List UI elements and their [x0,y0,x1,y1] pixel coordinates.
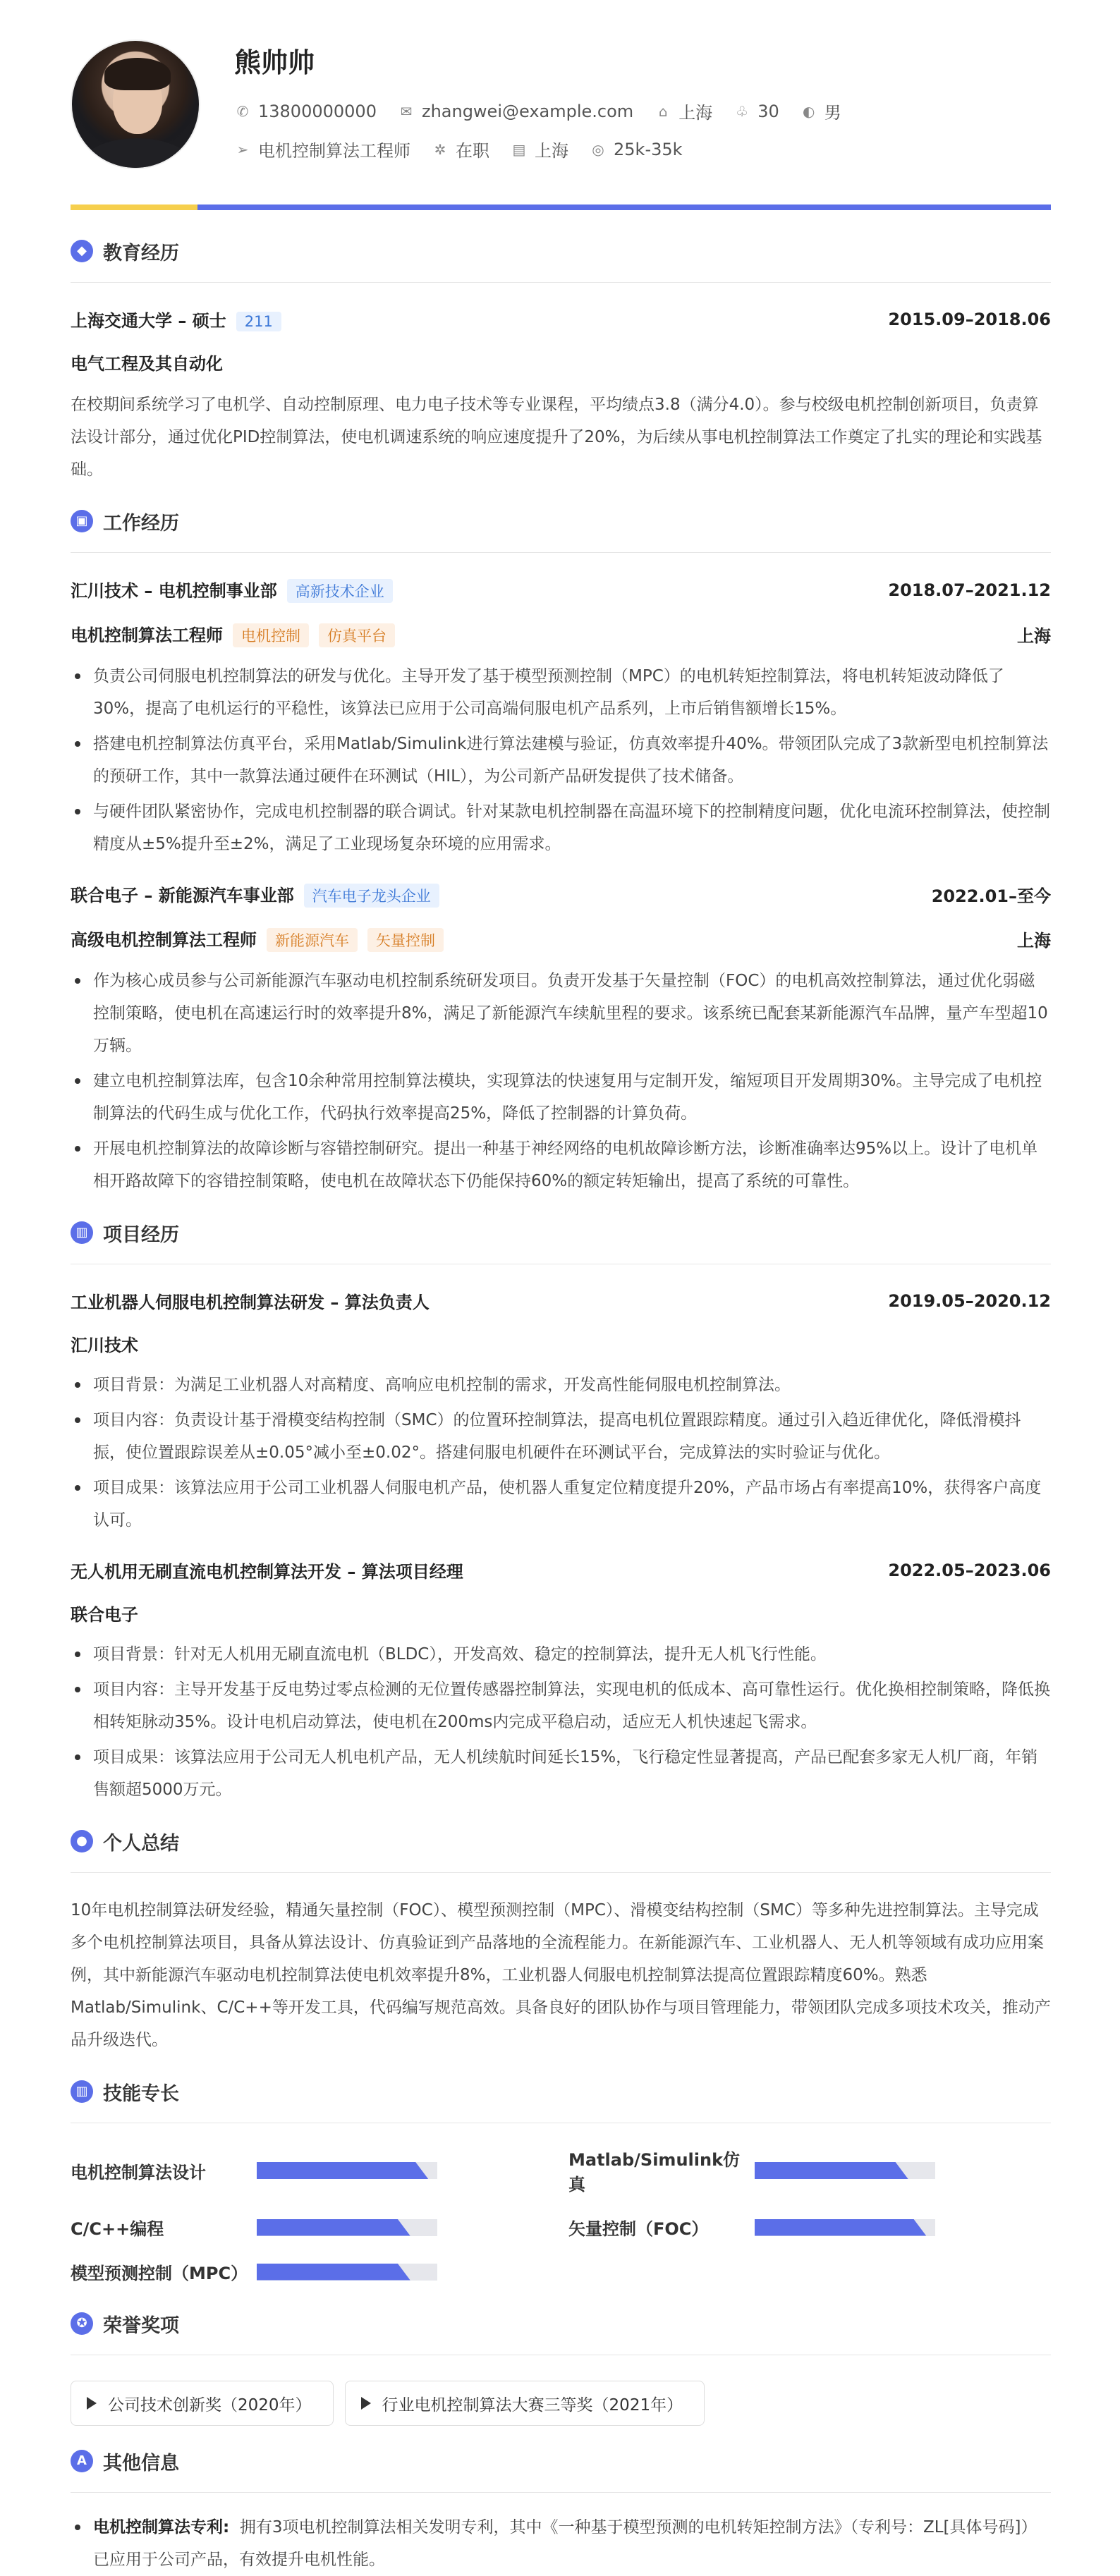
major: 电气工程及其自动化 [71,354,223,374]
other-item [71,2511,1051,2576]
header-divider [71,205,1051,210]
skill-level-fill [755,2162,908,2179]
section-title: 荣誉奖项 [103,2314,179,2337]
role: 电机控制算法工程师 [71,625,223,645]
gender-icon: ◐ [803,102,815,120]
role-row [71,621,1051,647]
section-title: 工作经历 [103,512,179,535]
skill-item [71,2215,568,2240]
skill-track [755,2219,935,2236]
project-date: 2019.05–2020.12 [888,1290,1051,1311]
work-company-wrap [71,577,393,603]
home-icon: ⌂ [658,102,668,120]
user-icon: ● [71,1830,93,1852]
role-tag: 仿真平台 [319,623,395,647]
skills-section [71,2077,1051,2284]
company-badge: 高新技术企业 [287,579,393,603]
work-bullets [71,660,1051,860]
salary: 25k-35k [614,139,683,159]
education-section [71,237,1051,486]
company: 联合电子 – 新能源汽车事业部 [71,886,294,905]
job-status: 在职 [456,141,489,161]
section-title: 技能专长 [103,2082,179,2105]
info-icon: A [71,2450,93,2472]
chart-icon: ▥ [71,1221,93,1244]
work-header [71,577,1051,603]
phone: 13800000000 [258,101,377,121]
bullet-item: 项目背景：针对无人机用无刷直流电机（BLDC），开发高效、稳定的控制算法，提升无人机飞行性能。 [71,1638,1051,1671]
other-section [71,2447,1051,2576]
project-header [71,1558,1051,1582]
section-title: 教育经历 [103,242,179,264]
award-label: 行业电机控制算法大赛三等奖（2021年） [382,2395,683,2415]
bullet-item: 开展电机控制算法的故障诊断与容错控制研究。提出一种基于神经网络的电机故障诊断方法，诊断准确率达95%以上。设计了电机单相开路故障下的容错控制策略，使电机在故障状态下仍能保持60%的额定转矩输出，提高了系统的可靠性。 [71,1133,1051,1197]
work-company-wrap [71,881,439,908]
work-city: 上海 [1017,931,1051,951]
bullet-item: 项目内容：主导开发基于反电势过零点检测的无位置传感器控制算法，实现电机的低成本、高可靠性运行。优化换相控制策略，降低换相转矩脉动35%。设计电机启动算法，使电机在200ms内完成平稳启动，适应无人机快速起飞需求。 [71,1673,1051,1738]
award-item [345,2381,705,2426]
role: 高级电机控制算法工程师 [71,930,257,950]
skills-icon: ▥ [71,2080,93,2103]
project-org: 联合电子 [71,1605,138,1625]
bullet-item: 与硬件团队紧密协作，完成电机控制器的联合调试。针对某款电机控制器在高温环境下的控制精度问题，优化电流环控制算法，使控制精度从±5%提升至±2%，满足了工业现场复杂环境的应用需求。 [71,795,1051,860]
bullet-item: 建立电机控制算法库，包含10余种常用控制算法模块，实现算法的快速复用与定制开发，缩短项目开发周期30%。主导完成了电机控制算法的代码生成与优化工作，代码执行效率提高25%，降低了控制器的计算负荷。 [71,1065,1051,1130]
bullet-item: 负责公司伺服电机控制算法的研发与优化。主导开发了基于模型预测控制（MPC）的电机转矩控制算法，将电机转矩波动降低了30%，提高了电机运行的平稳性，该算法已应用于公司高端伺服电机产品系列，上市后销售额增长15%。 [71,660,1051,725]
status-icon: ✲ [434,140,446,158]
building-icon: ▤ [512,140,526,158]
role-wrap [71,926,444,952]
skill-level-fill [257,2264,410,2281]
contact-row [234,99,863,123]
job-title: 电机控制算法工程师 [258,141,410,161]
briefcase-icon: ▣ [71,510,93,532]
education-desc: 在校期间系统学习了电机学、自动控制原理、电力电子技术等专业课程，平均绩点3.8（满分4.0）。参与校级电机控制创新项目，负责算法设计部分，通过优化PID控制算法，使电机调速系统的响应速度提升了20%，为后续从事电机控制算法工作奠定了扎实的理论和实践基础。 [71,396,1042,479]
phone-icon: ✆ [236,102,249,120]
patent-label: 电机控制算法专利: [93,2518,230,2537]
work-entry [71,577,1051,860]
project-title: 无人机用无刷直流电机控制算法开发 – 算法项目经理 [71,1562,463,1582]
role-tag: 新能源汽车 [267,928,358,952]
project-entry [71,1288,1051,1537]
skill-item [568,2146,1051,2195]
summary-section [71,1827,1051,2056]
project-entry [71,1558,1051,1806]
mail-icon: ✉ [400,102,413,120]
section-title: 其他信息 [103,2452,179,2474]
skill-name: Matlab/Simulink仿真 [568,2150,741,2195]
resume-page [71,0,1051,2576]
award-label: 公司技术创新奖（2020年） [108,2395,312,2415]
work-entry [71,881,1051,1197]
project-header [71,1288,1051,1313]
play-icon [361,2397,371,2410]
school: 上海交通大学 – 硕士 [71,311,226,331]
skill-track [257,2264,437,2281]
project-date: 2022.05–2023.06 [888,1560,1051,1580]
patent-text: 拥有3项电机控制算法相关发明专利，其中《一种基于模型预测的电机转矩控制方法》（专利号：ZL[具体号码]）已应用于公司产品，有效提升电机性能。 [93,2518,1037,2569]
work-bullets [71,965,1051,1197]
education-date: 2015.09–2018.06 [888,309,1051,329]
skill-name: 电机控制算法设计 [71,2162,206,2183]
gender: 男 [824,103,841,123]
projects-section [71,1219,1051,1806]
target-city: 上海 [535,141,568,161]
work-date: 2018.07–2021.12 [888,580,1051,600]
skill-item [71,2259,568,2284]
work-section [71,507,1051,1197]
skill-name: 模型预测控制（MPC） [71,2264,248,2283]
skill-level-fill [257,2219,410,2236]
role-tag: 矢量控制 [367,928,444,952]
section-title: 个人总结 [103,1832,179,1855]
job-intent-row [234,137,704,161]
graduation-cap-icon: ◆ [71,240,93,262]
role-row [71,926,1051,952]
awards-section [71,2309,1051,2426]
bullet-item: 项目背景：为满足工业机器人对高精度、高响应电机控制的需求，开发高性能伺服电机控制算法。 [71,1369,1051,1401]
skill-track [257,2219,437,2236]
company-badge: 汽车电子龙头企业 [304,884,439,908]
work-date: 2022.01–至今 [931,886,1051,906]
bullet-item: 项目内容：负责设计基于滑模变结构控制（SMC）的位置环控制算法，提高电机位置跟踪精度。通过引入趋近律优化，降低滑模抖振，使位置跟踪误差从±0.05°减小至±0.02°。搭建伺服电机硬件在环测试平台，完成算法的实时验证与优化。 [71,1404,1051,1469]
cake-icon: ♧ [736,102,749,120]
candidate-name: 熊帅帅 [234,47,315,78]
email: zhangwei@example.com [421,101,634,121]
skill-item [71,2146,568,2195]
city: 上海 [678,103,713,123]
company: 汇川技术 – 电机控制事业部 [71,581,277,601]
award-item [71,2381,334,2426]
project-org: 汇川技术 [71,1336,138,1355]
role-tag: 电机控制 [233,623,309,647]
project-title: 工业机器人伺服电机控制算法研发 – 算法负责人 [71,1293,430,1312]
role-wrap [71,621,395,647]
resume-header [71,0,1051,209]
work-city: 上海 [1017,626,1051,646]
avatar [71,39,200,169]
project-bullets [71,1369,1051,1537]
project-bullets [71,1638,1051,1806]
bullet-item: 作为核心成员参与公司新能源汽车驱动电机控制系统研发项目。负责开发基于矢量控制（FOC）的电机高效控制算法，通过优化弱磁控制策略，使电机在高速运行时的效率提升8%，满足了新能源汽车续航里程的要求。该系统已配套某新能源汽车品牌，量产车型超10万辆。 [71,965,1051,1062]
section-title: 项目经历 [103,1223,179,1246]
bullet-item: 搭建电机控制算法仿真平台，采用Matlab/Simulink进行算法建模与验证，仿真效率提升40%。带领团队完成了3款新型电机控制算法的预研工作，其中一款算法通过硬件在环测试（HIL），为公司新产品研发提供了技术储备。 [71,728,1051,793]
play-icon [87,2397,97,2410]
age: 30 [757,101,779,121]
bullet-item: 项目成果：该算法应用于公司无人机电机产品，无人机续航时间延长15%，飞行稳定性显著提高，产品已配套多家无人机厂商，年销售额超5000万元。 [71,1741,1051,1806]
school-badge: 211 [236,312,281,331]
send-icon: ➢ [236,140,249,158]
skill-item [568,2215,1051,2240]
bullet-item: 项目成果：该算法应用于公司工业机器人伺服电机产品，使机器人重复定位精度提升20%，产品市场占有率提高10%，获得客户高度认可。 [71,1472,1051,1537]
salary-icon: ◎ [592,140,604,158]
work-header [71,881,1051,908]
award-icon: ✪ [71,2312,93,2335]
skill-track [257,2162,437,2179]
skill-name: 矢量控制（FOC） [568,2219,709,2239]
summary-text: 10年电机控制算法研发经验，精通矢量控制（FOC）、模型预测控制（MPC）、滑模变结构控制（SMC）等多种先进控制算法。主导完成多个电机控制算法项目，具备从算法设计、仿真验证到产品落地的全流程能力。在新能源汽车、工业机器人、无人机等领域有成功应用案例，其中新能源汽车驱动电机控制算法使电机效率提升8%，工业机器人伺服电机控制算法提高位置跟踪精度60%。熟悉Matlab/Simulink、C/C++等开发工具，代码编写规范高效。具备良好的团队协作与项目管理能力，带领团队完成多项技术攻关，推动产品升级迭代。 [71,1901,1051,2049]
skill-level-fill [257,2162,428,2179]
skill-name: C/C++编程 [71,2219,164,2239]
skill-track [755,2162,935,2179]
skill-level-fill [755,2219,926,2236]
